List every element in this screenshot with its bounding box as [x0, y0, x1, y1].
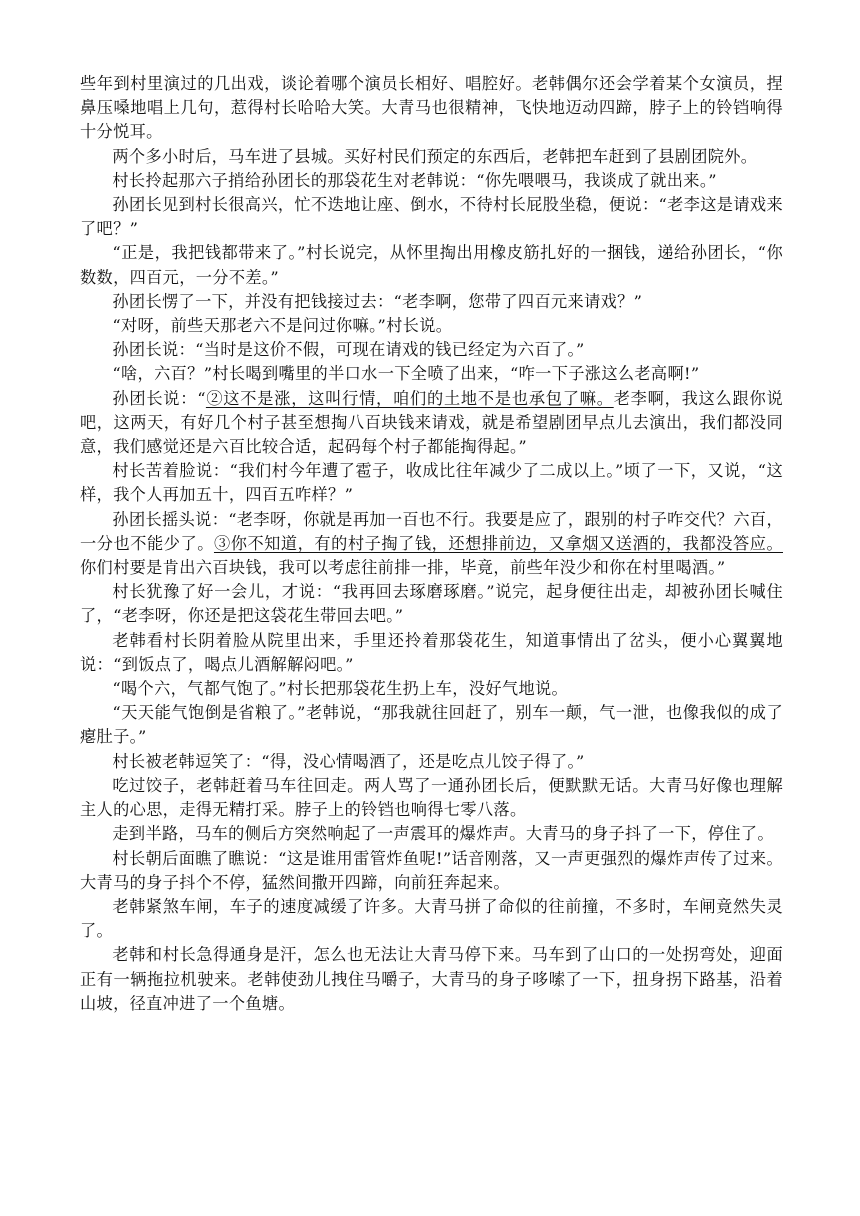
paragraph: [80, 145, 783, 169]
paragraph: [80, 822, 783, 846]
text-segment: “对呀，前些天那老六不是问过你嘛。”村长说。: [112, 316, 453, 336]
paragraph: [80, 241, 783, 289]
story-text: [80, 72, 783, 1016]
text-segment: 些年到村里演过的几出戏，谈论着哪个演员长相好、唱腔好。老韩偶尔还会学着某个女演员，捏鼻压嗓地唱上几句，惹得村长哈哈大笑。大青马也很精神，飞快地迈动四蹄，脖子上的铃铛响得十分悦耳。: [80, 74, 783, 142]
paragraph: [80, 750, 783, 774]
paragraph: [80, 943, 783, 1016]
underlined-sentence: ③你不知道，有的村子掏了钱，还想排前边，又拿烟又送酒的，我都没答应。: [213, 533, 783, 553]
paragraph: [80, 508, 783, 581]
text-segment: 孙团长摇头说：“老李呀，你就是再加一百也不行。我要是应了，跟别的村子咋交代？六百，一分也不能少了。: [80, 509, 783, 553]
text-segment: 吃过饺子，老韩赶着马车往回走。两人骂了一通孙团长后，便默默无话。大青马好像也理解主人的心思，走得无精打采。脖子上的铃铛也响得七零八落。: [80, 775, 783, 820]
text-segment: 老韩和村长急得通身是汗，怎么也无法让大青马停下来。马车到了山口的一处拐弯处，迎面正有一辆拖拉机驶来。老韩使劲儿拽住马嚼子，大青马的身子哆嗦了一下，扭身拐下路基，沿着山坡，径直冲进了一个鱼塘。: [80, 945, 783, 1013]
text-segment: 孙团长说：“当时是这价不假，可现在请戏的钱已经定为六百了。”: [112, 340, 585, 360]
text-segment: “正是，我把钱都带来了。”村长说完，从怀里掏出用橡皮筋扎好的一捆钱，递给孙团长，“你数数，四百元，一分不差。”: [80, 243, 783, 287]
text-segment: 孙团长愣了一下，并没有把钱接过去：“老李啊，您带了四百元来请戏？”: [112, 291, 643, 311]
text-segment: 村长拎起那六子捎给孙团长的那袋花生对老韩说：“你先喂喂马，我谈成了就出来。”: [112, 170, 717, 190]
paragraph: [80, 459, 783, 507]
text-segment: 村长苦着脸说：“我们村今年遭了雹子，收成比往年减少了二成以上。”顷了一下，又说，“这样，我个人再加五十，四百五咋样？”: [80, 461, 783, 505]
paragraph: [80, 895, 783, 943]
paragraph: [80, 387, 783, 460]
paragraph: [80, 169, 783, 193]
text-segment: 你们村要是肯出六百块钱，我可以考虑往前排一排，毕竟，前些年没少和你在村里喝酒。”: [80, 558, 726, 578]
text-segment: “喝个六，气都气饱了。”村长把那袋花生扔上车，没好气地说。: [112, 679, 569, 699]
underlined-sentence: ②这不是涨，这叫行情，咱们的土地不是也承包了嘛。: [205, 388, 614, 408]
text-segment: 村长朝后面瞧了瞧说：“这是谁用雷管炸鱼呢!”话音刚落，又一声更强烈的爆炸声传了过来。大青马的身子抖个不停，猛然间撒开四蹄，向前狂奔起来。: [80, 848, 783, 892]
text-segment: 孙团长见到村长很高兴，忙不迭地让座、倒水，不待村长屁股坐稳，便说：“老李这是请戏来了吧？”: [80, 195, 783, 239]
text-segment: 两个多小时后，马车进了县城。买好村民们预定的东西后，老韩把车赶到了县剧团院外。: [112, 146, 758, 166]
paragraph: [80, 701, 783, 749]
paragraph: [80, 290, 783, 314]
paragraph: [80, 847, 783, 895]
text-segment: 村长被老韩逗笑了：“得，没心情喝酒了，还是吃点儿饺子得了。”: [112, 751, 585, 771]
text-segment: “啥，六百？”村长喝到嘴里的半口水一下全喷了出来，“咋一下子涨这么老高啊!”: [112, 364, 700, 384]
paragraph: [80, 72, 783, 145]
text-segment: 老李啊，我这么跟你说吧，这两天，有好几个村子甚至想掏八百块钱来请戏，就是希望剧团早点儿去演出，我们都没同意，我们感觉还是六百比较合适，起码每个村子都能掏得起。”: [80, 388, 783, 457]
paragraph: [80, 774, 783, 822]
paragraph: [80, 580, 783, 628]
paragraph: [80, 677, 783, 701]
paragraph: [80, 338, 783, 362]
text-segment: 孙团长说：“: [112, 388, 206, 408]
paragraph: [80, 193, 783, 241]
text-segment: 走到半路，马车的侧后方突然响起了一声震耳的爆炸声。大青马的身子抖了一下，停住了。: [112, 824, 774, 844]
text-segment: “天天能气饱倒是省粮了。”老韩说，“那我就往回赶了，别车一颠，气一泄，也像我似的成了瘪肚子。”: [80, 703, 783, 747]
text-segment: 村长犹豫了好一会儿，才说：“我再回去琢磨琢磨。”说完，起身便往出走，却被孙团长喊住了，“老李呀，你还是把这袋花生带回去吧。”: [80, 582, 783, 626]
paragraph: [80, 314, 783, 338]
text-segment: 老韩看村长阴着脸从院里出来，手里还拎着那袋花生，知道事情出了岔头，便小心翼翼地说：“到饭点了，喝点儿酒解解闷吧。”: [80, 630, 783, 674]
paragraph: [80, 362, 783, 386]
paragraph: [80, 629, 783, 677]
text-segment: 老韩紧煞车闸，车子的速度减缓了许多。大青马拼了命似的往前撞，不多时，车闸竟然失灵了。: [80, 896, 783, 941]
